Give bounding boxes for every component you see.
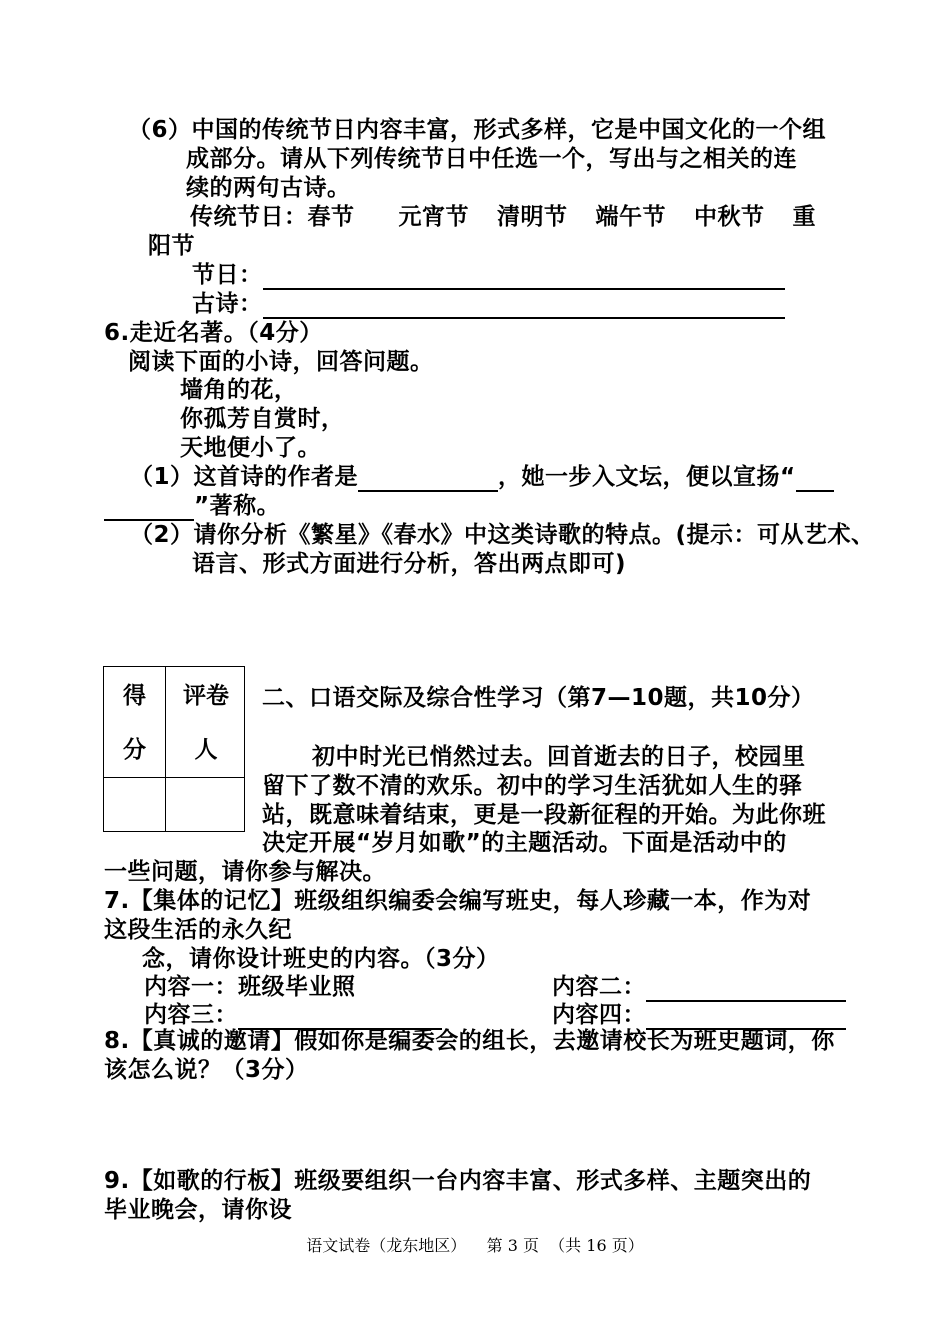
theme-blank-cont[interactable] [104, 497, 194, 521]
section2-intro-line: 初中时光已悄然过去。回首逝去的日子，校园里 [312, 744, 806, 770]
content3-label: 内容三： [144, 1002, 238, 1028]
q6-instruction: 阅读下面的小诗，回答问题。 [128, 349, 434, 375]
page-footer [0, 1233, 950, 1256]
festival-item: 端午节 [595, 204, 666, 230]
q6-sub2-line2: 语言、形式方面进行分析，答出两点即可) [192, 551, 627, 577]
theme-blank[interactable] [796, 468, 834, 492]
festival-item: 中秋节 [694, 204, 765, 230]
score-header-char: 得 [123, 683, 146, 709]
content2-blank[interactable] [646, 978, 846, 1002]
content2-label: 内容二： [552, 974, 646, 1000]
content1: 内容一：班级毕业照 [144, 974, 356, 1000]
q6-sub1-cont [104, 491, 280, 521]
section2-intro-line: 站，既意味着结束，更是一段新征程的开始。为此你班 [262, 802, 826, 828]
q6-sub2-line1: （2）请你分析《繁星》《春水》中这类诗歌的特点。(提示：可从艺术、 [130, 522, 875, 548]
section2-intro-line: 留下了数不清的欢乐。初中的学习生活犹如人生的驿 [262, 773, 803, 799]
poem-line: 你孤芳自赏时， [180, 406, 345, 432]
q6-sub1-end: ”著称。 [194, 493, 281, 519]
q6-sub1-text: ，她一步入文坛，便以宣扬“ [498, 464, 796, 490]
q6-6-line3: 续的两句古诗。 [186, 175, 351, 201]
festival-list [190, 202, 816, 232]
festival-field-label: 节日： [192, 262, 263, 288]
content4-label: 内容四： [552, 1002, 646, 1028]
festival-field [192, 260, 785, 290]
q9-line2: 毕业晚会，请你设 [104, 1197, 292, 1223]
q6-title: 6.走近名著。（4分） [104, 320, 323, 346]
festival-list-cont: 阳节 [148, 233, 195, 259]
q6-sub1 [130, 462, 834, 492]
poem-line: 墙角的花， [180, 377, 298, 403]
q6-6-line1: （6）中国的传统节日内容丰富，形式多样，它是中国文化的一个组 [128, 117, 827, 143]
grader-header-char: 评卷 [183, 683, 229, 709]
section2-intro-line: 决定开展“岁月如歌”的主题活动。下面是活动中的 [262, 830, 787, 856]
score-header-char: 分 [123, 737, 146, 763]
festival-answer-blank[interactable] [263, 266, 785, 290]
q8-line1: 8.【真诚的邀请】假如你是编委会的组长，去邀请校长为班史题词，你 [104, 1028, 835, 1054]
q7-line1: 7.【集体的记忆】班级组织编委会编写班史，每人珍藏一本，作为对 [104, 888, 812, 914]
author-blank[interactable] [358, 468, 498, 492]
poem-line: 天地便小了。 [180, 435, 321, 461]
poem-field-label: 古诗： [192, 291, 263, 317]
poem-field [192, 289, 785, 319]
q7-line3: 念，请你设计班史的内容。（3分） [142, 946, 500, 972]
q6-6-line2: 成部分。请从下列传统节日中任选一个，写出与之相关的连 [186, 146, 797, 172]
section2-intro-line: 一些问题，请你参与解决。 [104, 859, 386, 885]
section2-heading: 二、口语交际及综合性学习（第7—10题，共10分） [262, 685, 815, 711]
festival-item: 重 [792, 204, 816, 230]
poem-answer-blank[interactable] [263, 295, 785, 319]
footer-total: （共 16 页） [549, 1236, 644, 1255]
q8-line2: 该怎么说？（3分） [104, 1057, 309, 1083]
grader-header-char: 人 [194, 737, 218, 763]
q9-line1: 9.【如歌的行板】班级要组织一台内容丰富、形式多样、主题突出的 [104, 1168, 812, 1194]
festival-item: 元宵节 [398, 204, 469, 230]
content2-field [552, 972, 846, 1002]
score-input-cell[interactable] [104, 778, 165, 832]
footer-page: 第 3 页 [486, 1236, 539, 1255]
footer-exam: 语文试卷（龙东地区） [306, 1236, 467, 1255]
q7-line2: 这段生活的永久纪 [104, 917, 292, 943]
festival-item: 清明节 [497, 204, 568, 230]
festivals-label: 传统节日：春节 [190, 204, 355, 230]
q6-sub1-text: （1）这首诗的作者是 [130, 464, 359, 490]
score-table [103, 666, 245, 832]
grader-input-cell[interactable] [166, 778, 246, 832]
